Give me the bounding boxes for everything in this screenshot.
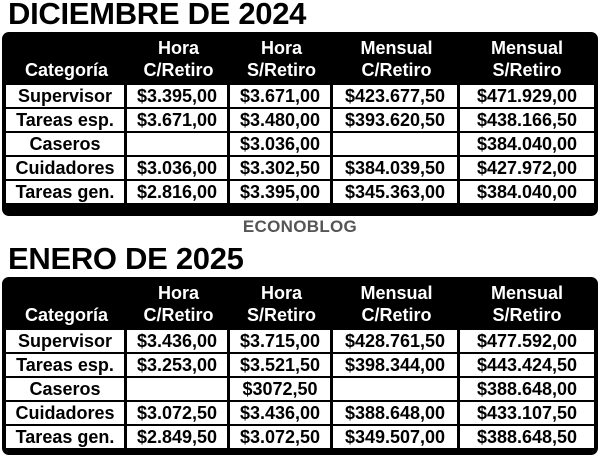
cell-hora-sin-retiro: $3.480,00	[230, 109, 333, 133]
cell-hora-con-retiro	[127, 378, 230, 402]
cell-mensual-con-retiro: $384.039,50	[333, 157, 460, 181]
cell-hora-con-retiro	[127, 133, 230, 157]
table-row-caseros	[6, 133, 594, 157]
cell-hora-sin-retiro: $3.395,00	[230, 181, 333, 203]
cell-mensual-con-retiro	[333, 378, 460, 402]
cell-mensual-con-retiro	[333, 133, 460, 157]
table-header-row	[6, 37, 594, 85]
cell-category: Supervisor	[6, 85, 127, 109]
cell-hora-con-retiro: $3.671,00	[127, 109, 230, 133]
table-row-caseros	[6, 378, 594, 402]
cell-mensual-sin-retiro: $471.929,00	[460, 85, 594, 109]
rates-table	[6, 282, 594, 448]
table-row-cuidadores	[6, 157, 594, 181]
cell-hora-con-retiro: $2.849,50	[127, 426, 230, 448]
rates-table-january-2025	[2, 277, 598, 455]
cell-category: Supervisor	[6, 330, 127, 354]
table-row-supervisor	[6, 85, 594, 109]
header-mensual-sin-retiro: Mensual S/Retiro	[490, 38, 564, 80]
header-hora-sin-retiro: Hora S/Retiro	[246, 283, 316, 325]
cell-category: Caseros	[6, 378, 127, 402]
cell-mensual-sin-retiro: $433.107,50	[460, 402, 594, 426]
header-categoria: Categoría	[24, 60, 109, 80]
header-hora-sin-retiro: Hora S/Retiro	[246, 38, 316, 80]
cell-hora-con-retiro: $2.816,00	[127, 181, 230, 203]
cell-hora-con-retiro: $3.436,00	[127, 330, 230, 354]
cell-category: Tareas esp.	[6, 109, 127, 133]
table-row-tareas-especificas	[6, 109, 594, 133]
cell-mensual-sin-retiro: $427.972,00	[460, 157, 594, 181]
cell-mensual-con-retiro: $388.648,00	[333, 402, 460, 426]
cell-mensual-con-retiro: $349.507,00	[333, 426, 460, 448]
cell-hora-sin-retiro: $3.671,00	[230, 85, 333, 109]
cell-hora-sin-retiro: $3.036,00	[230, 133, 333, 157]
header-categoria: Categoría	[24, 305, 109, 325]
table-row-supervisor	[6, 330, 594, 354]
cell-mensual-sin-retiro: $384.040,00	[460, 181, 594, 203]
rates-table-december-2024	[2, 32, 598, 216]
cell-mensual-sin-retiro: $443.424,50	[460, 354, 594, 378]
cell-hora-sin-retiro: $3.521,50	[230, 354, 333, 378]
header-mensual-sin-retiro: Mensual S/Retiro	[490, 283, 564, 325]
cell-mensual-sin-retiro: $477.592,00	[460, 330, 594, 354]
section-title-december-2024: DICIEMBRE DE 2024	[8, 0, 307, 31]
cell-mensual-sin-retiro: $438.166,50	[460, 109, 594, 133]
cell-hora-sin-retiro: $3.715,00	[230, 330, 333, 354]
cell-category: Tareas gen.	[6, 181, 127, 203]
cell-mensual-sin-retiro: $388.648,00	[460, 378, 594, 402]
cell-hora-con-retiro: $3.253,00	[127, 354, 230, 378]
cell-category: Caseros	[6, 133, 127, 157]
cell-hora-sin-retiro: $3.302,50	[230, 157, 333, 181]
section-title-january-2025: ENERO DE 2025	[8, 241, 244, 276]
cell-mensual-sin-retiro: $384.040,00	[460, 133, 594, 157]
cell-category: Tareas gen.	[6, 426, 127, 448]
header-hora-con-retiro: Hora C/Retiro	[143, 38, 214, 80]
cell-category: Cuidadores	[6, 157, 127, 181]
header-mensual-con-retiro: Mensual C/Retiro	[360, 38, 433, 80]
table-header-row	[6, 282, 594, 330]
header-hora-con-retiro: Hora C/Retiro	[143, 283, 214, 325]
table-row-tareas-generales	[6, 181, 594, 203]
cell-hora-con-retiro: $3.072,50	[127, 402, 230, 426]
cell-hora-con-retiro: $3.395,00	[127, 85, 230, 109]
cell-mensual-con-retiro: $428.761,50	[333, 330, 460, 354]
cell-category: Tareas esp.	[6, 354, 127, 378]
cell-mensual-con-retiro: $423.677,50	[333, 85, 460, 109]
cell-hora-sin-retiro: $3.436,00	[230, 402, 333, 426]
cell-hora-con-retiro: $3.036,00	[127, 157, 230, 181]
table-row-cuidadores	[6, 402, 594, 426]
cell-mensual-sin-retiro: $388.648,50	[460, 426, 594, 448]
cell-mensual-con-retiro: $345.363,00	[333, 181, 460, 203]
rates-table	[6, 37, 594, 203]
header-mensual-con-retiro: Mensual C/Retiro	[360, 283, 433, 325]
cell-hora-sin-retiro: $3072,50	[230, 378, 333, 402]
cell-hora-sin-retiro: $3.072,50	[230, 426, 333, 448]
cell-mensual-con-retiro: $393.620,50	[333, 109, 460, 133]
table-row-tareas-generales	[6, 426, 594, 448]
cell-category: Cuidadores	[6, 402, 127, 426]
watermark: ECONOBLOG	[242, 217, 358, 236]
table-row-tareas-especificas	[6, 354, 594, 378]
cell-mensual-con-retiro: $398.344,00	[333, 354, 460, 378]
